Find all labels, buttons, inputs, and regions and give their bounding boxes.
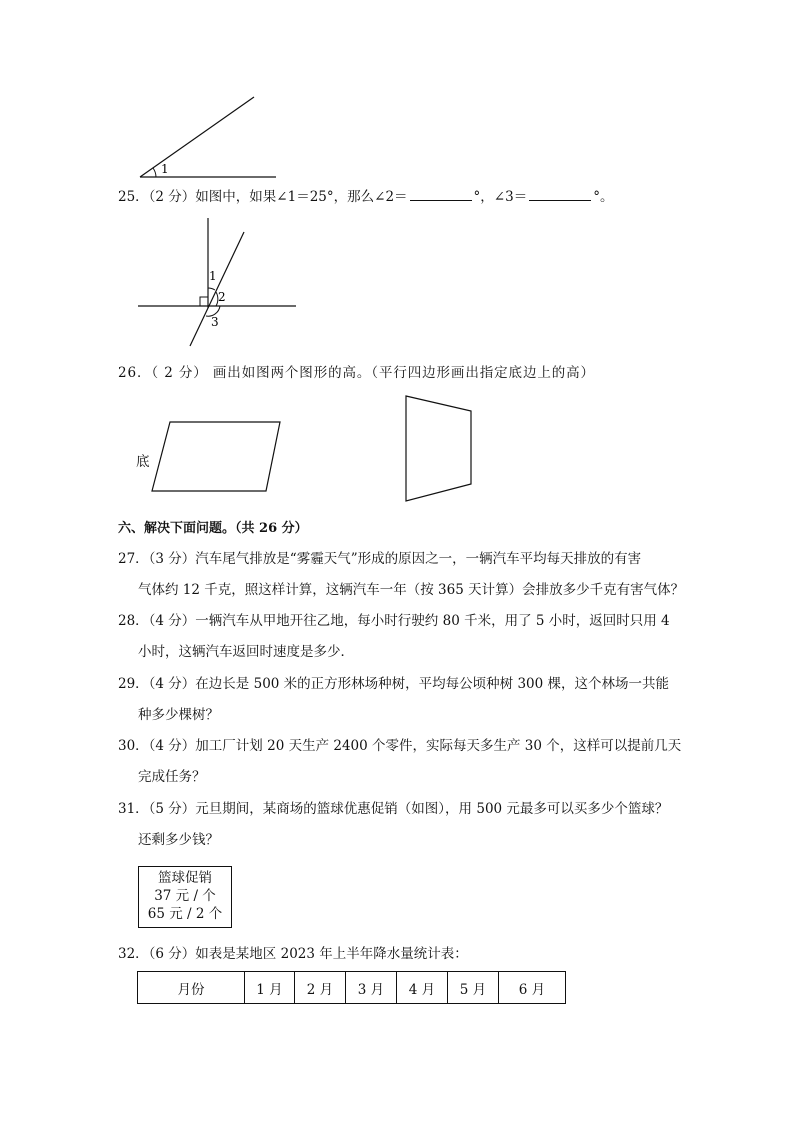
trapezoid-figure [400, 390, 480, 506]
angle-ray-upper [140, 97, 254, 177]
question-30-line2: 完成任务？ [138, 769, 206, 785]
table-header-row [138, 972, 566, 1004]
question-29-line1: 29．（4 分）在边长是 500 米的正方形林场种树，平均每公顷种树 300 棵，这个林场一共能 [118, 676, 670, 692]
table-header-cell: 月份 [138, 972, 245, 1004]
question-25-text-a: 25．（2 分）如图中，如果∠1＝25°，那么∠2＝ [118, 189, 408, 205]
table-header-cell: 4 月 [397, 972, 448, 1004]
table-header-cell: 6 月 [499, 972, 566, 1004]
promo-price-single: 37 元 / 个 [154, 888, 216, 904]
question-30-line1: 30．（4 分）加工厂计划 20 天生产 2400 个零件，实际每天多生产 30 个，这样可以提前几天 [118, 738, 682, 754]
angle-3-label: 3 [211, 315, 219, 329]
parallelogram-base-label: 底 [136, 454, 150, 470]
trapezoid [406, 396, 471, 501]
table-header-cell: 2 月 [295, 972, 346, 1004]
question-32: 32．（6 分）如表是某地区 2023 年上半年降水量统计表： [118, 946, 468, 962]
angle-1-figure [130, 92, 290, 182]
parallelogram-figure [134, 418, 284, 496]
right-angle-mark [200, 297, 208, 306]
question-28-line2: 小时，这辆汽车返回时速度是多少． [138, 644, 354, 660]
angle-arc [153, 168, 156, 177]
answer-blank-angle2[interactable] [410, 188, 472, 201]
angle-2-label: 2 [218, 290, 226, 304]
promo-price-pair: 65 元 / 2 个 [147, 906, 223, 922]
question-25 [118, 187, 613, 207]
promo-title: 篮球促销 [158, 870, 212, 886]
question-28-line1: 28．（4 分）一辆汽车从甲地开往乙地，每小时行驶约 80 千米，用了 5 小时，返回时只用 4 [118, 613, 670, 629]
table-header-cell: 1 月 [245, 972, 295, 1004]
basketball-promo-box [138, 866, 232, 928]
answer-blank-angle3[interactable] [529, 188, 591, 201]
angle-1-arc [208, 288, 215, 290]
question-31-line1: 31．（5 分）元旦期间，某商场的篮球优惠促销（如图），用 500 元最多可以买多少个篮球？ [118, 801, 669, 817]
angle-1-label: 1 [209, 269, 217, 283]
question-31-line2: 还剩多少钱？ [138, 832, 219, 848]
angle-1-label: 1 [161, 162, 169, 176]
question-27-line1: 27．（3 分）汽车尾气排放是“雾霾天气”形成的原因之一，一辆汽车平均每天排放的有害 [118, 551, 642, 567]
table-header-cell: 5 月 [448, 972, 499, 1004]
question-27-line2: 气体约 12 千克，照这样计算，这辆汽车一年（按 365 天计算）会排放多少千克有害气体？ [138, 582, 685, 598]
question-29-line2: 种多少棵树？ [138, 707, 219, 723]
question-25-text-c: °。 [593, 189, 614, 205]
question-26: 26．（ 2 分） 画出如图两个图形的高。（平行四边形画出指定底边上的高） [118, 365, 595, 381]
question-25-text-b: °，∠3＝ [473, 189, 528, 205]
parallelogram [152, 422, 280, 491]
section-6-title: 六、解决下面问题。（共 26 分） [118, 521, 308, 536]
table-header-cell: 3 月 [346, 972, 397, 1004]
intersecting-lines-figure [136, 218, 306, 350]
rainfall-table [137, 971, 566, 1004]
